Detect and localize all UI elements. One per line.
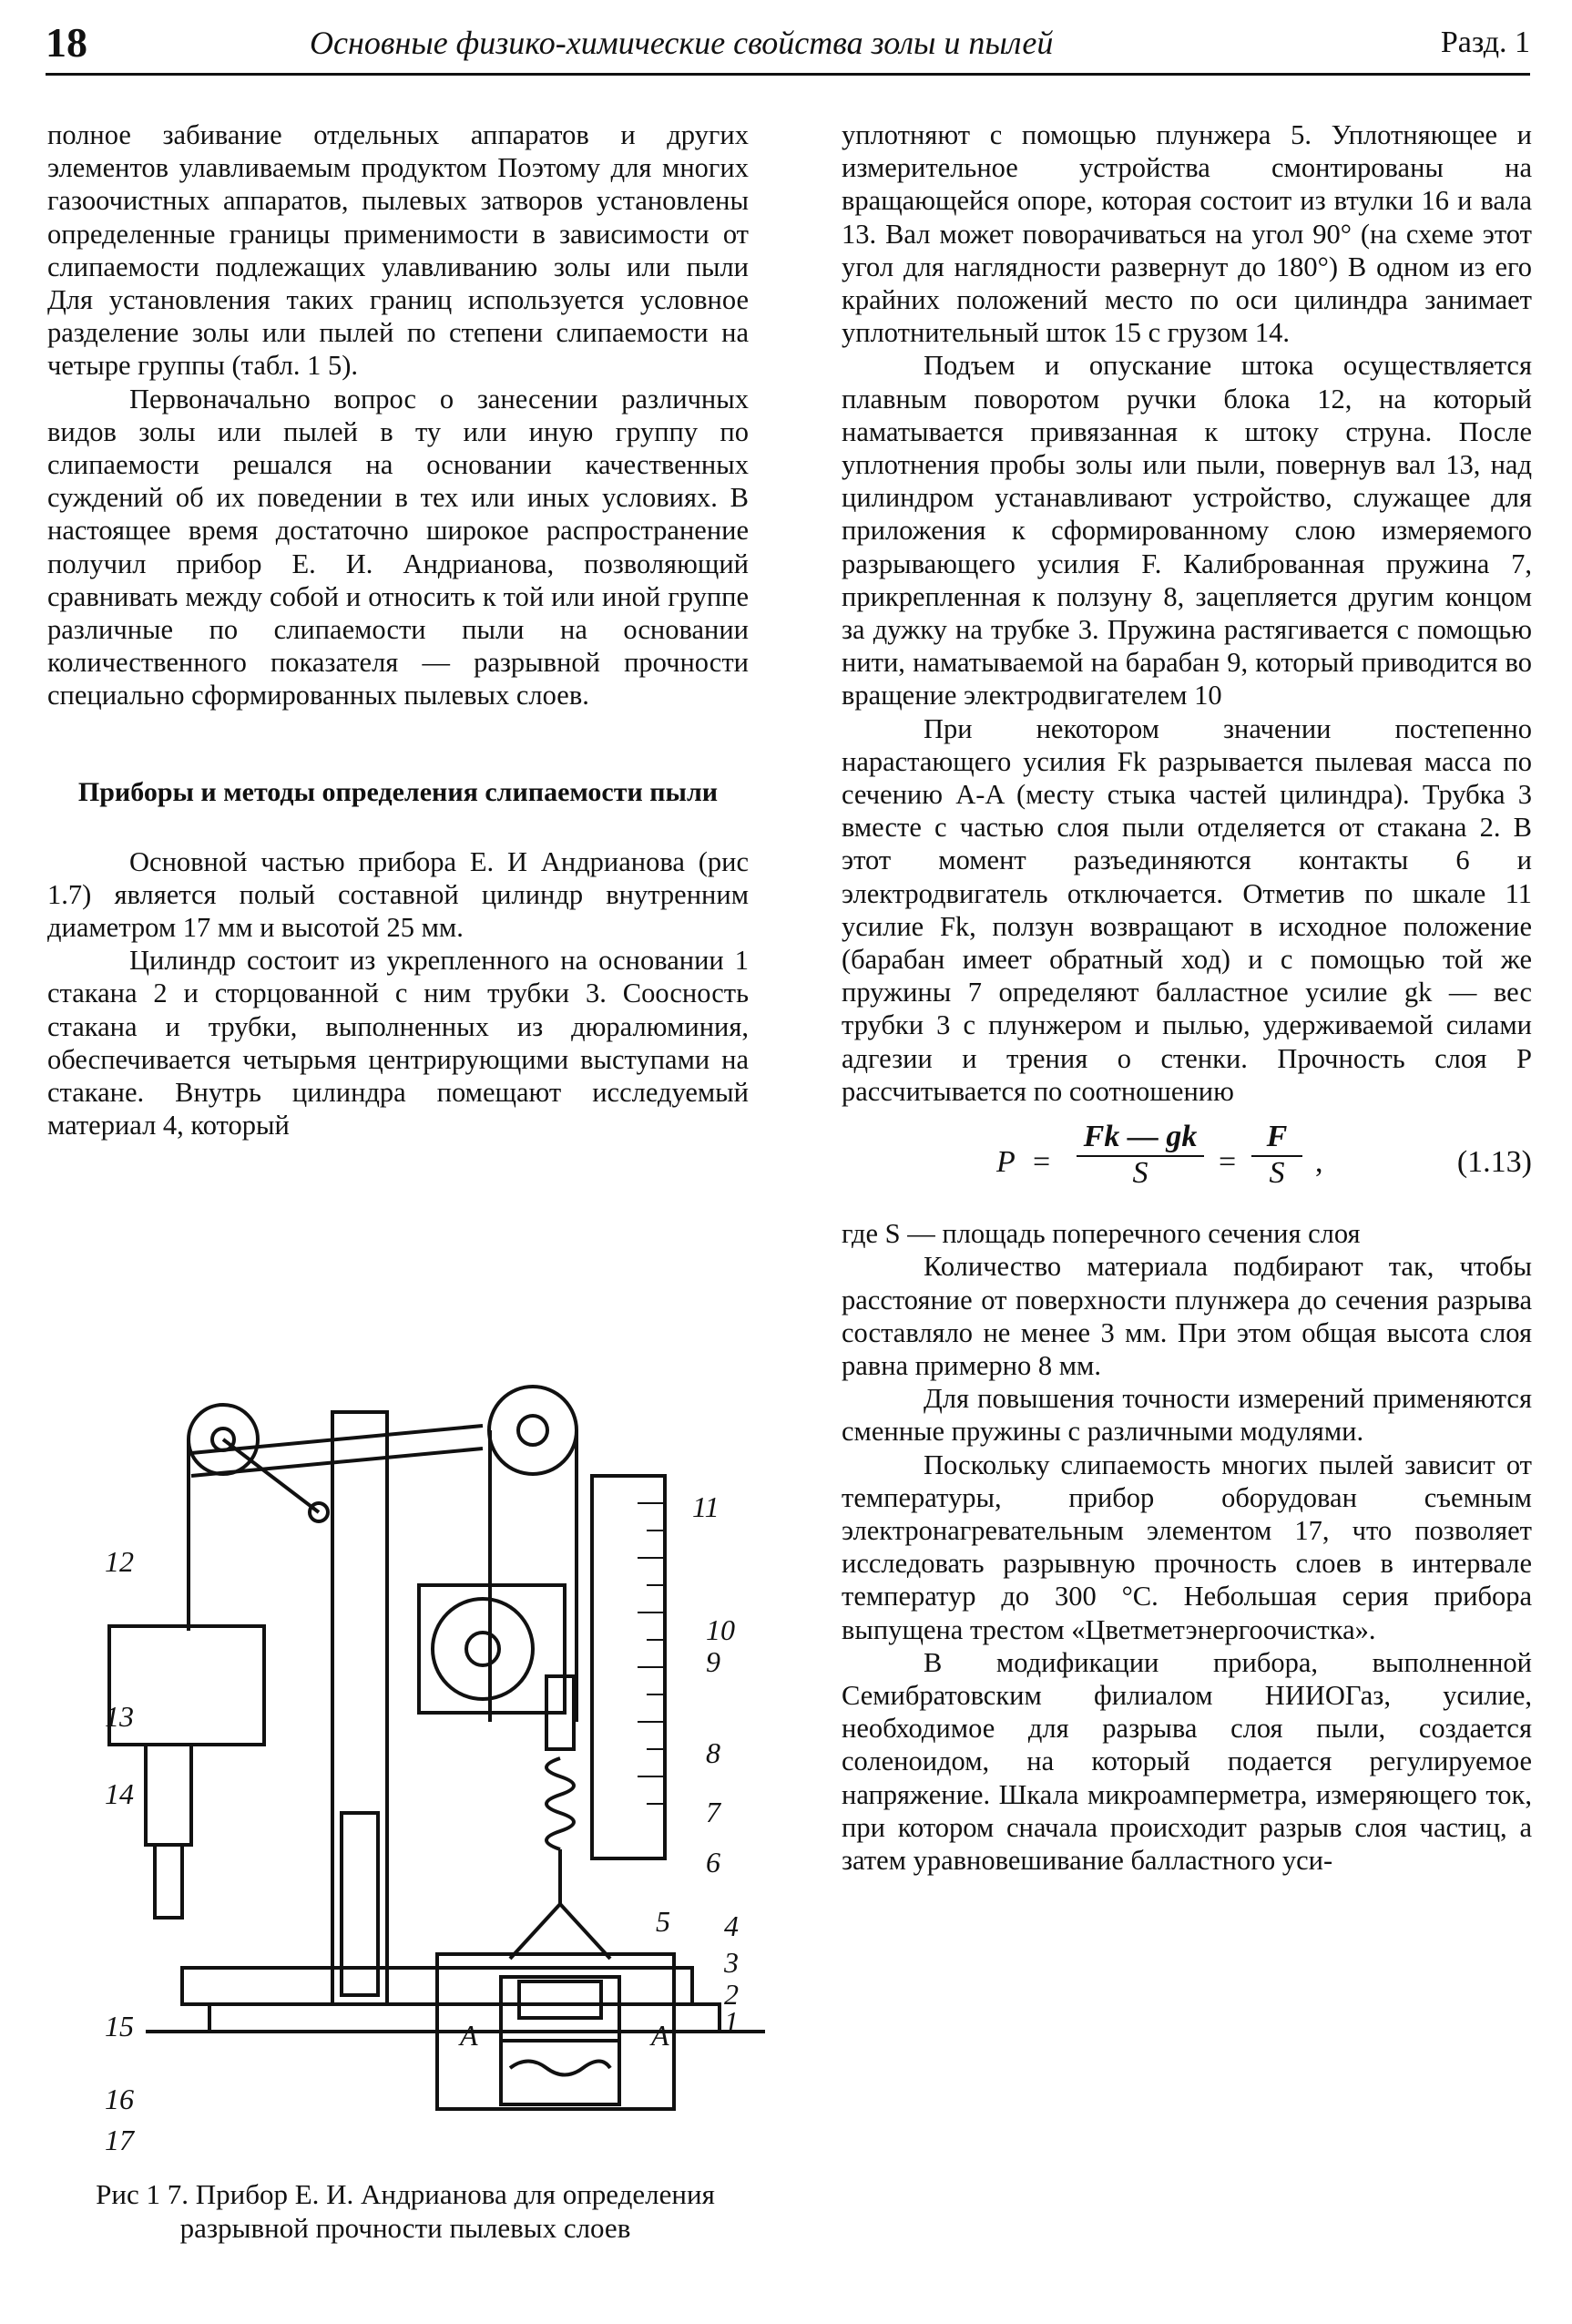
paragraph: При некотором значении постепенно нарастающего усилия Fk разрывается пылевая масса по сечению A-A (месту стыка частей цилиндра). Трубка 3 вместе с частью слоя пыли отделяется от стакана 2. В этот момент разъединяются контакты 6 и электродвигатель отключается. Отметив по шкале 11 усилие Fk, ползун возвращают в исходное положение (барабан имеет обратный ход) и с помощью той же пружины 7 определяют балластное усилие gk — вес трубки 3 с плунжером и пылью, удерживаемой силами адгезии и трения о стенки. Прочность слоя P рассчитывается по соотношению [842, 712, 1532, 1107]
figure-1-7 [55, 1376, 765, 2150]
paragraph: Первоначально вопрос о занесении различных видов золы или пылей в ту или иную группу по слипаемости решался на основании качественных суждений об их поведении в тех или иных условиях. В настоящее время достаточно широкое распространение получил прибор Е. И. Андрианова, позволяющий сравнивать между собой и относить к той или иной группе различные по слипаемости пыли на основании количественного показателя — разрывной прочности специально сформированных пылевых слоев. [47, 383, 749, 712]
formula-equals-2: = [1219, 1145, 1237, 1180]
rod-15 [146, 1745, 191, 1845]
figure-label: 1 [724, 2005, 739, 2038]
plunger-5 [519, 1981, 601, 2018]
formula-number: (1.13) [1456, 1145, 1532, 1180]
formula-comma: , [1315, 1145, 1323, 1180]
hanger-left [510, 1904, 560, 1959]
section-heading: Приборы и методы определения слипаемости пыли [77, 776, 719, 807]
crank-arm [223, 1439, 319, 1512]
left-column [47, 118, 749, 1142]
spring-7 [546, 1758, 574, 1849]
figure-label: 11 [692, 1490, 720, 1523]
formula-fraction-1 [1077, 1121, 1204, 1190]
formula-equals: = [1033, 1145, 1051, 1180]
fraction-denominator: S [1132, 1156, 1148, 1191]
figure-label: 7 [706, 1796, 720, 1828]
right-column [842, 118, 1532, 1877]
figure-label: 17 [105, 2124, 134, 2150]
formula-lhs: P [996, 1145, 1016, 1180]
formula-1-13 [842, 1121, 1532, 1208]
paragraph: где S — площадь поперечного сечения слоя [842, 1218, 1361, 1250]
apparatus-diagram [55, 1376, 765, 2150]
figure-label: 5 [656, 1905, 670, 1938]
figure-label: 3 [724, 1946, 739, 1979]
formula-fraction-2 [1251, 1121, 1302, 1190]
figure-label: 10 [706, 1613, 735, 1646]
figure-label: 6 [706, 1846, 720, 1879]
right-pulley-hub [518, 1416, 547, 1445]
paragraph: Основной частью прибора Е. И Андрианова (рис 1.7) является полый составной цилиндр внутренним диаметром 17 мм и высотой 25 мм. [47, 845, 749, 944]
figure-label: 15 [105, 2010, 134, 2042]
figure-label: 9 [706, 1645, 720, 1678]
figure-label: 13 [105, 1700, 134, 1733]
figure-label: 14 [105, 1777, 134, 1810]
paragraph: Цилиндр состоит из укрепленного на основании 1 стакана 2 и сторцованной с ним трубки 3. Соосность стакана и трубки, выполненных из дюралюминия, обеспечивается четырьмя центрирующими выступами на стакане. Внутрь цилиндра помещают исследуемый материал 4, который [47, 945, 749, 1142]
figure-label: 16 [105, 2083, 134, 2115]
paragraph: Поскольку слипаемость многих пылей зависит от температуры, прибор оборудован съемным электронагревательным элементом 17, что позволяет исследовать разрывную прочность слоев в интервале температур до 300 °C. Небольшая серия прибора выпущена трестом «Цветметэнергоочистка». [842, 1449, 1532, 1645]
dust-sample [510, 2062, 610, 2075]
page-header [46, 18, 1530, 76]
fraction-denominator: S [1269, 1156, 1285, 1191]
right-pulley [489, 1387, 577, 1474]
paragraph: В модификации прибора, выполненной Семибратовским филиалом НИИОГаз, усилие, необходимое для разрыва слоя пыли, создается соленоидом, на который подается регулируемое напряжение. Шкала микроамперметра, измеряющего ток, при котором сначала происходит разрыв слоя частиц, а затем уравновешивание балластного уси- [842, 1646, 1532, 1876]
running-title: Основные физико-химические свойства золы и пылей [310, 25, 1054, 61]
paragraph: Подъем и опускание штока осуществляется плавным поворотом ручки блока 12, на который наматывается привязанная к штоку струна. После уплотнения пробы золы или пыли, повернув вал 13, над цилиндром устанавливают устройство, служащее для приложения к сформированному слою измеряемого разрывающего усилия F. Калиброванная пружина 7, прикрепленная к ползуну 8, зацепляется другим концом за дужку на трубке 3. Пружина растягивается с помощью нити, наматываемой на барабан 9, который приводится во вращение электродвигателем 10 [842, 350, 1532, 712]
figure-caption: Рис 1 7. Прибор Е. И. Андрианова для определения разрывной прочности пылевых слоев [96, 2178, 715, 2244]
fraction-numerator: F [1251, 1121, 1302, 1157]
figure-label: 12 [105, 1545, 134, 1578]
drum-hub [466, 1633, 499, 1665]
fraction-numerator: Fk — gk [1077, 1121, 1204, 1157]
figure-label: A [460, 2019, 478, 2052]
paragraph: полное забивание отдельных аппаратов и других элементов улавливаемым продуктом Поэтому для многих газоочистных аппаратов, пылевых затворов установлены определенные границы применимости в зависимости от слипаемости подлежащих улавливанию золы или пыли Для установления таких границ используется условное разделение золы или пылей по степени слипаемости на четыре группы (табл. 1 5). [47, 119, 749, 382]
paragraph: Количество материала подбирают так, чтобы расстояние от поверхности плунжера до сечения разрыва составляло не менее 3 мм. При этом общая высота слоя равна примерно 8 мм. [842, 1251, 1532, 1381]
paragraph: Для повышения точности измерений применяются сменные пружины с различными модулями. [842, 1383, 1532, 1448]
hanger-right [560, 1904, 610, 1959]
figure-label: 8 [706, 1736, 720, 1769]
figure-label: 4 [724, 1909, 739, 1942]
page-number: 18 [46, 19, 87, 66]
figure-label: 2 [724, 1978, 739, 2011]
rod-lower [155, 1845, 182, 1918]
paragraph: уплотняют с помощью плунжера 5. Уплотняющее и измерительное устройства смонтированы на вращающейся опоре, которая состоит из втулки 16 и вала 13. Вал может поворачиваться на угол 90° (на схеме этот угол для наглядности развернут до 180°) В одном из его крайних положений место по оси цилиндра занимает уплотнительный шток 15 с грузом 14. [842, 119, 1532, 349]
section-label: Разд. 1 [1440, 26, 1530, 59]
drum-9 [433, 1599, 533, 1699]
figure-label: A [651, 2019, 669, 2052]
